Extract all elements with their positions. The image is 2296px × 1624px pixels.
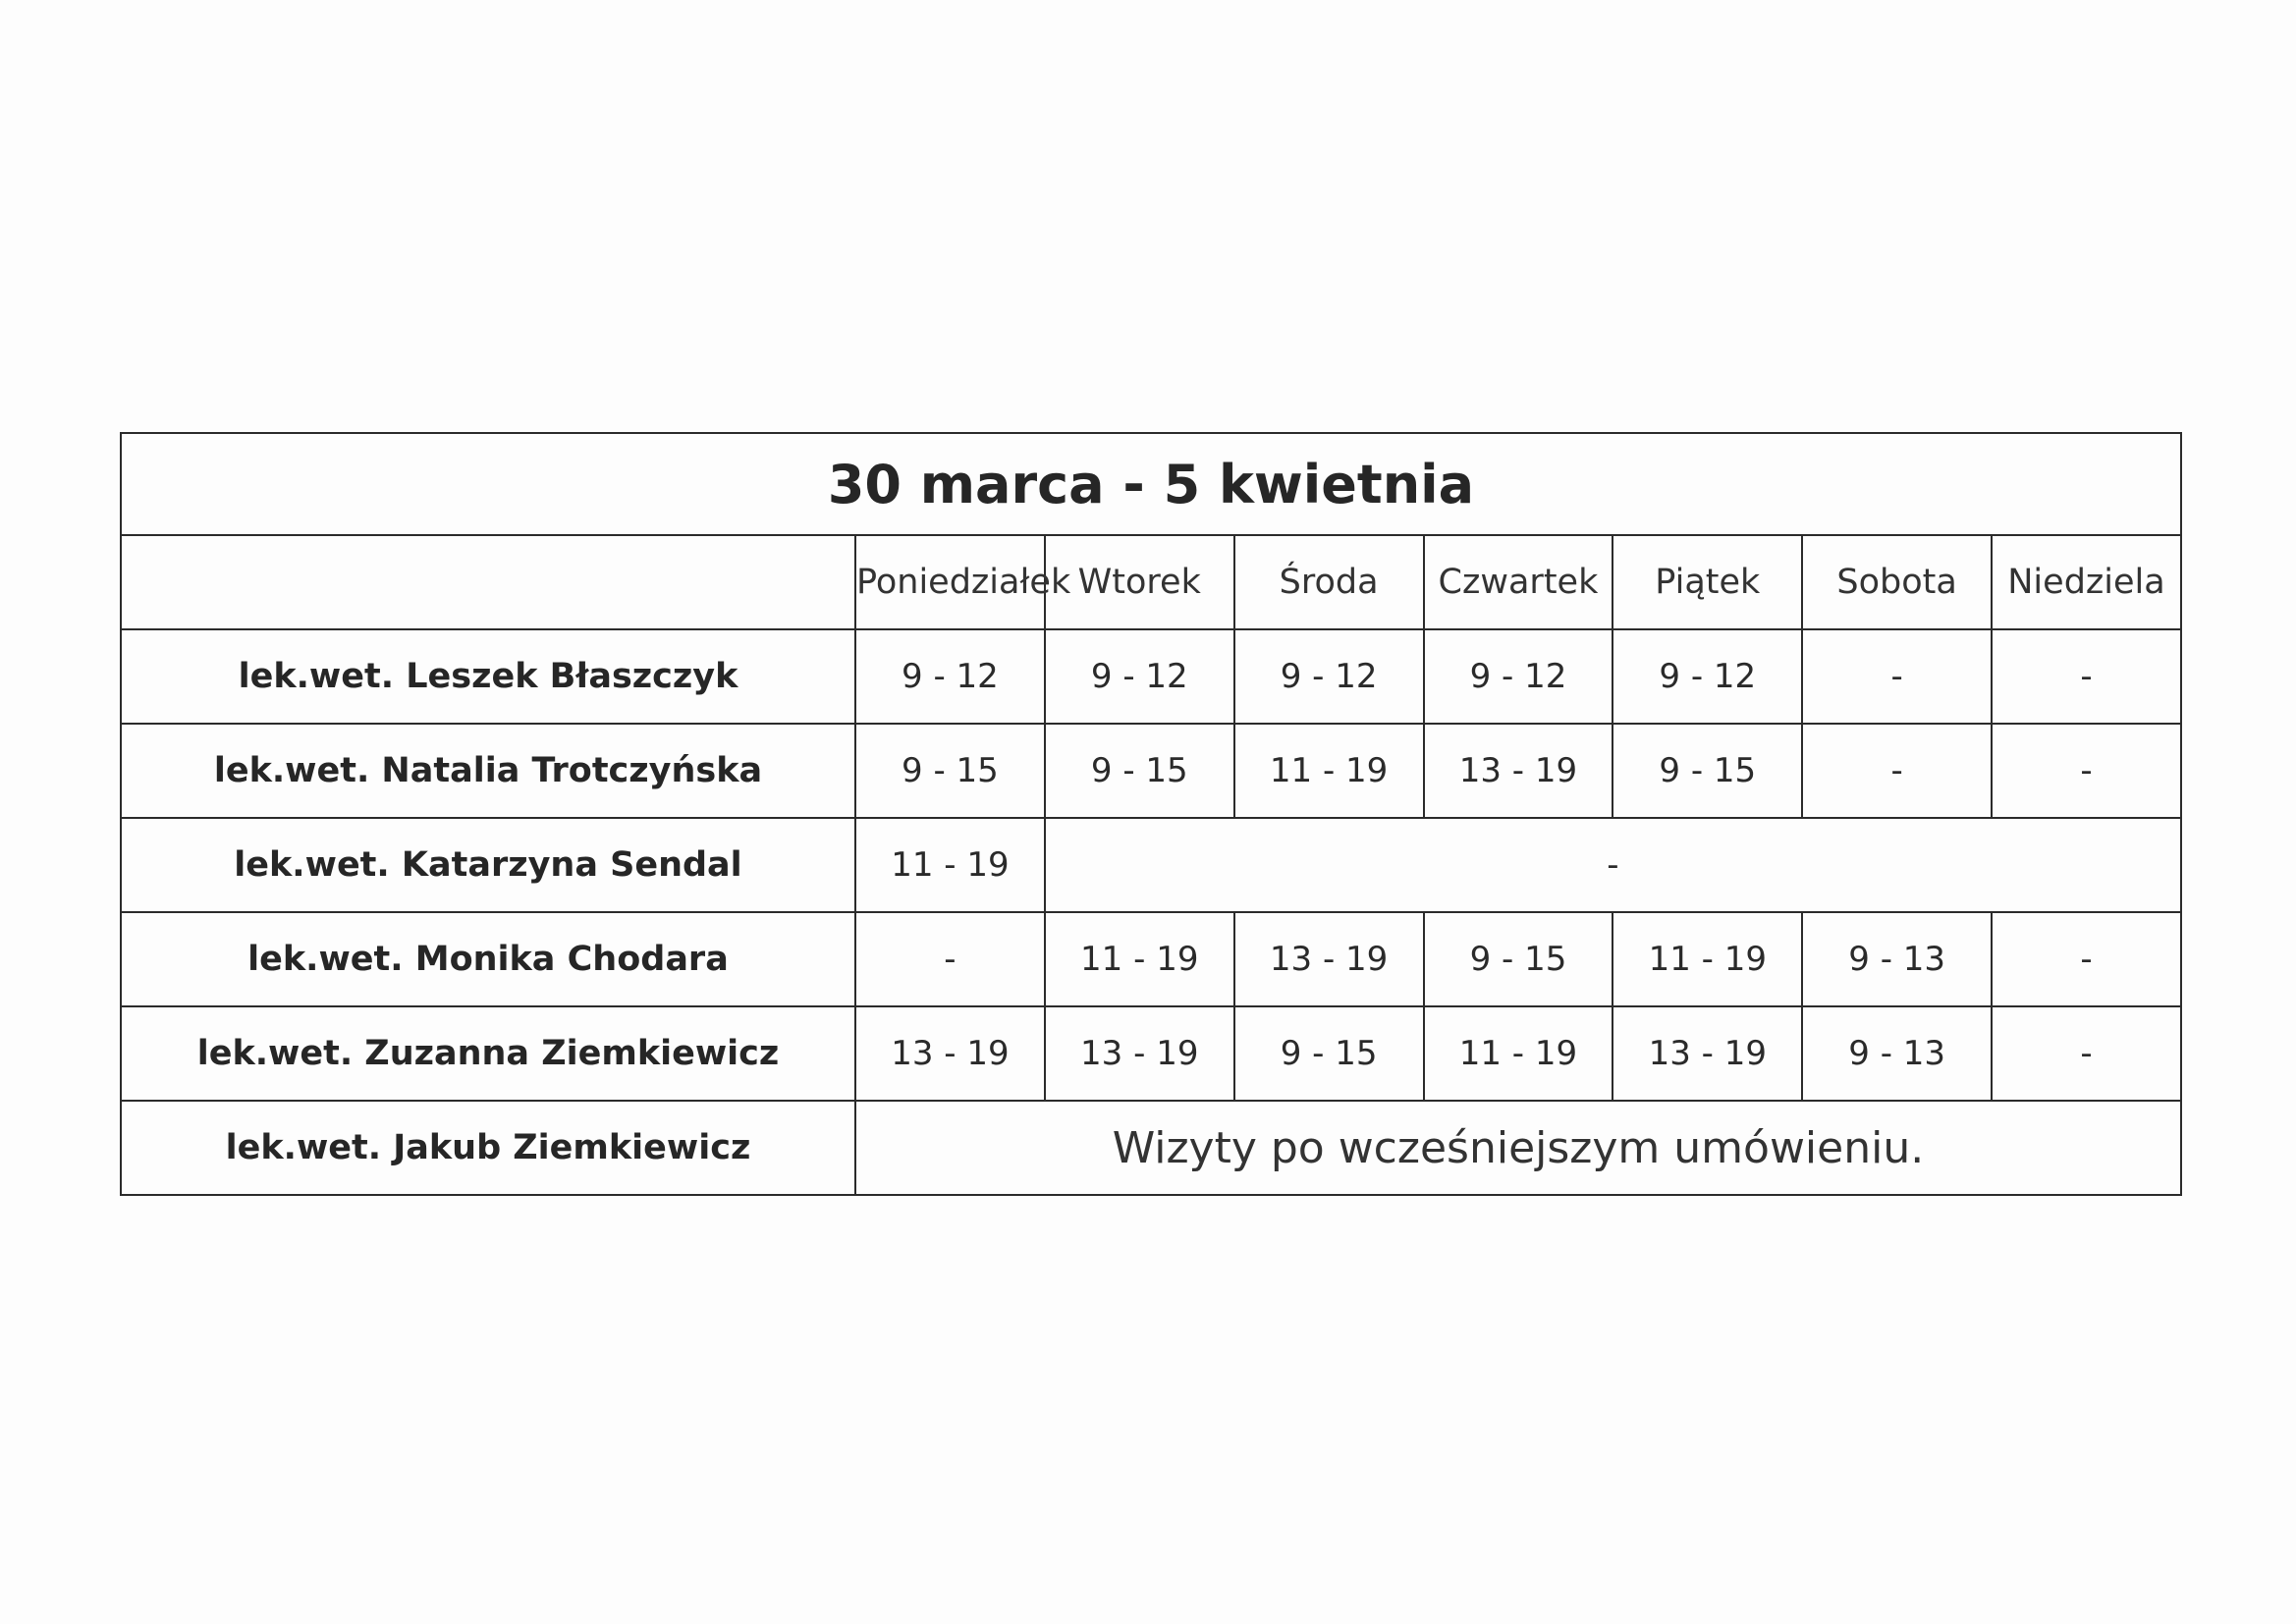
doctor-name: lek.wet. Leszek Błaszczyk bbox=[121, 629, 855, 724]
hours-cell: - bbox=[1992, 912, 2181, 1006]
hours-cell: 9 - 12 bbox=[1424, 629, 1613, 724]
hours-cell: 9 - 15 bbox=[1424, 912, 1613, 1006]
hours-cell: - bbox=[1802, 724, 1992, 818]
schedule-table bbox=[120, 432, 2182, 1196]
hours-cell: 13 - 19 bbox=[1045, 1006, 1234, 1101]
hours-cell: 11 - 19 bbox=[1613, 912, 1802, 1006]
schedule-title: 30 marca - 5 kwietnia bbox=[121, 433, 2181, 535]
hours-cell: - bbox=[1992, 1006, 2181, 1101]
hours-cell: 13 - 19 bbox=[1424, 724, 1613, 818]
hours-cell: 9 - 15 bbox=[855, 724, 1045, 818]
hours-cell: 9 - 12 bbox=[855, 629, 1045, 724]
hours-cell: 11 - 19 bbox=[1424, 1006, 1613, 1101]
day-header: Niedziela bbox=[1992, 535, 2181, 629]
doctor-name: lek.wet. Katarzyna Sendal bbox=[121, 818, 855, 912]
hours-cell: 9 - 15 bbox=[1045, 724, 1234, 818]
hours-cell: 11 - 19 bbox=[855, 818, 1045, 912]
hours-cell: 11 - 19 bbox=[1045, 912, 1234, 1006]
table-row bbox=[121, 818, 2181, 912]
hours-cell: - bbox=[1992, 724, 2181, 818]
hours-cell: 11 - 19 bbox=[1234, 724, 1424, 818]
hours-cell: - bbox=[1802, 629, 1992, 724]
day-header: Poniedziałek bbox=[855, 535, 1045, 629]
appointment-note: Wizyty po wcześniejszym umówieniu. bbox=[855, 1101, 2181, 1195]
doctor-name: lek.wet. Zuzanna Ziemkiewicz bbox=[121, 1006, 855, 1101]
day-header: Piątek bbox=[1613, 535, 1802, 629]
hours-cell: 13 - 19 bbox=[1613, 1006, 1802, 1101]
hours-cell: 9 - 13 bbox=[1802, 912, 1992, 1006]
day-header: Środa bbox=[1234, 535, 1424, 629]
hours-cell: - bbox=[855, 912, 1045, 1006]
day-header: Czwartek bbox=[1424, 535, 1613, 629]
hours-cell: 9 - 13 bbox=[1802, 1006, 1992, 1101]
doctor-name: lek.wet. Jakub Ziemkiewicz bbox=[121, 1101, 855, 1195]
table-row bbox=[121, 912, 2181, 1006]
table-row bbox=[121, 629, 2181, 724]
day-header: Sobota bbox=[1802, 535, 1992, 629]
table-row bbox=[121, 1006, 2181, 1101]
empty-header-cell bbox=[121, 535, 855, 629]
hours-cell: - bbox=[1992, 629, 2181, 724]
day-header: Wtorek bbox=[1045, 535, 1234, 629]
days-header-row bbox=[121, 535, 2181, 629]
hours-cell: 9 - 12 bbox=[1613, 629, 1802, 724]
hours-cell-merged: - bbox=[1045, 818, 2181, 912]
hours-cell: 9 - 15 bbox=[1234, 1006, 1424, 1101]
hours-cell: 9 - 12 bbox=[1045, 629, 1234, 724]
table-row bbox=[121, 724, 2181, 818]
hours-cell: 9 - 15 bbox=[1613, 724, 1802, 818]
hours-cell: 13 - 19 bbox=[855, 1006, 1045, 1101]
title-row bbox=[121, 433, 2181, 535]
doctor-name: lek.wet. Natalia Trotczyńska bbox=[121, 724, 855, 818]
doctor-name: lek.wet. Monika Chodara bbox=[121, 912, 855, 1006]
hours-cell: 9 - 12 bbox=[1234, 629, 1424, 724]
hours-cell: 13 - 19 bbox=[1234, 912, 1424, 1006]
table-row bbox=[121, 1101, 2181, 1195]
